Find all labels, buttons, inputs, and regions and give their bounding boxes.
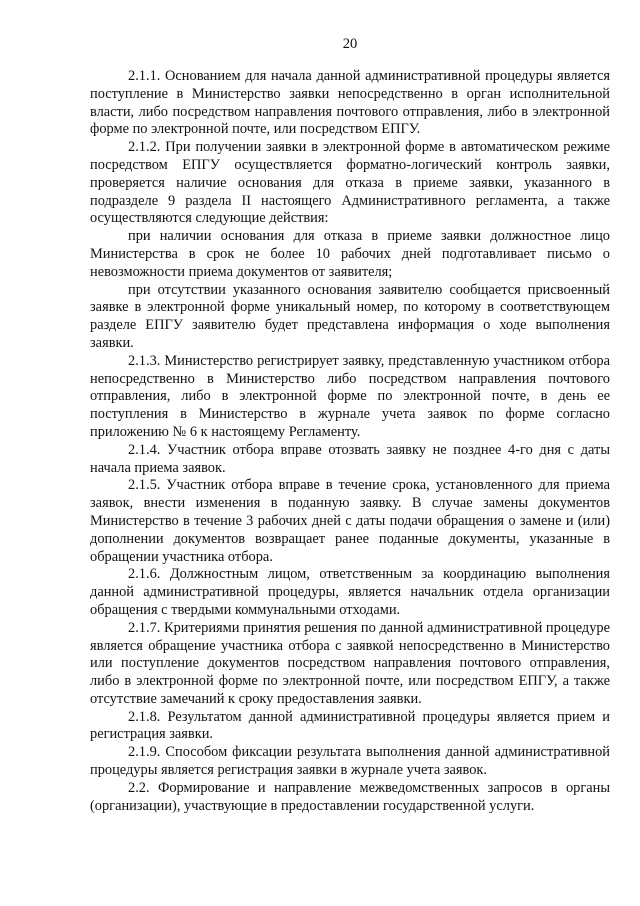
paragraph-2-1-4: 2.1.4. Участник отбора вправе отозвать заявку не позднее 4-го дня с даты начала приема заявок. (90, 441, 610, 476)
paragraph-2-1-7: 2.1.7. Критериями принятия решения по данной административной процедуре является обращение участника отбора с заявкой непосредственно в Министерство или поступление документов посредством направления почтового отправления, либо в электронной форме по электронной почте, или посредством ЕПГУ, а также отсутствие замечаний к сроку предоставления заявки. (90, 619, 611, 707)
paragraph-2-1-2: 2.1.2. При получении заявки в электронной форме в автоматическом режиме посредством ЕПГУ осуществляется форматно-логический контроль заявки, проверяется наличие основания для отказа в приеме заявки, указанного в подразделе 9 раздела II настоящего Административного регламента, а также осуществляются следующие действия: (90, 139, 610, 227)
paragraph-no-refusal-case: при отсутствии указанного основания заявителю сообщается присвоенный заявке в электронной форме уникальный номер, по которому в соответствующем разделе ЕПГУ заявителю будет представлена информация о ходе выполнения заявки. (90, 281, 610, 351)
page-number: 20 (342, 36, 358, 52)
paragraph-2-2: 2.2. Формирование и направление межведомственных запросов в органы (организации), участвующие в предоставлении государственной услуги. (90, 779, 610, 814)
paragraph-refusal-case: при наличии основания для отказа в приеме заявки должностное лицо Министерства в срок не более 10 рабочих дней подготавливает письмо о невозможности приема документов от заявителя; (90, 228, 610, 280)
document-page (90, 34, 610, 815)
paragraph-2-1-1: 2.1.1. Основанием для начала данной административной процедуры является поступление в Министерство заявки непосредственно в орган исполнительной власти, либо посредством направления почтового отправления, либо в электронной форме по электронной почте, или посредством ЕПГУ. (90, 68, 610, 138)
paragraph-2-1-5: 2.1.5. Участник отбора вправе в течение срока, установленного для приема заявок, внести изменения в поданную заявку. В случае замены документов Министерство в течение 3 рабочих дней с даты подачи обращения о замене и (или) дополнении документов возвращает ранее поданные документы, указанные в обращении участника отбора. (90, 477, 610, 565)
paragraph-2-1-3: 2.1.3. Министерство регистрирует заявку, представленную участником отбора непосредственно в Министерство либо посредством направления почтового отправления, либо в электронной форме по электронной почте, в день ее поступления в Министерство в журнале учета заявок по форме согласно приложению № 6 к настоящему Регламенту. (90, 352, 610, 440)
paragraph-2-1-6: 2.1.6. Должностным лицом, ответственным за координацию выполнения данной административной процедуры, является начальник отдела организации обращения с твердыми коммунальными отходами. (90, 566, 610, 618)
paragraph-2-1-8: 2.1.8. Результатом данной административной процедуры является прием и регистрация заявки. (90, 708, 610, 743)
paragraph-2-1-9: 2.1.9. Способом фиксации результата выполнения данной административной процедуры является регистрация заявки в журнале учета заявок. (90, 744, 610, 779)
